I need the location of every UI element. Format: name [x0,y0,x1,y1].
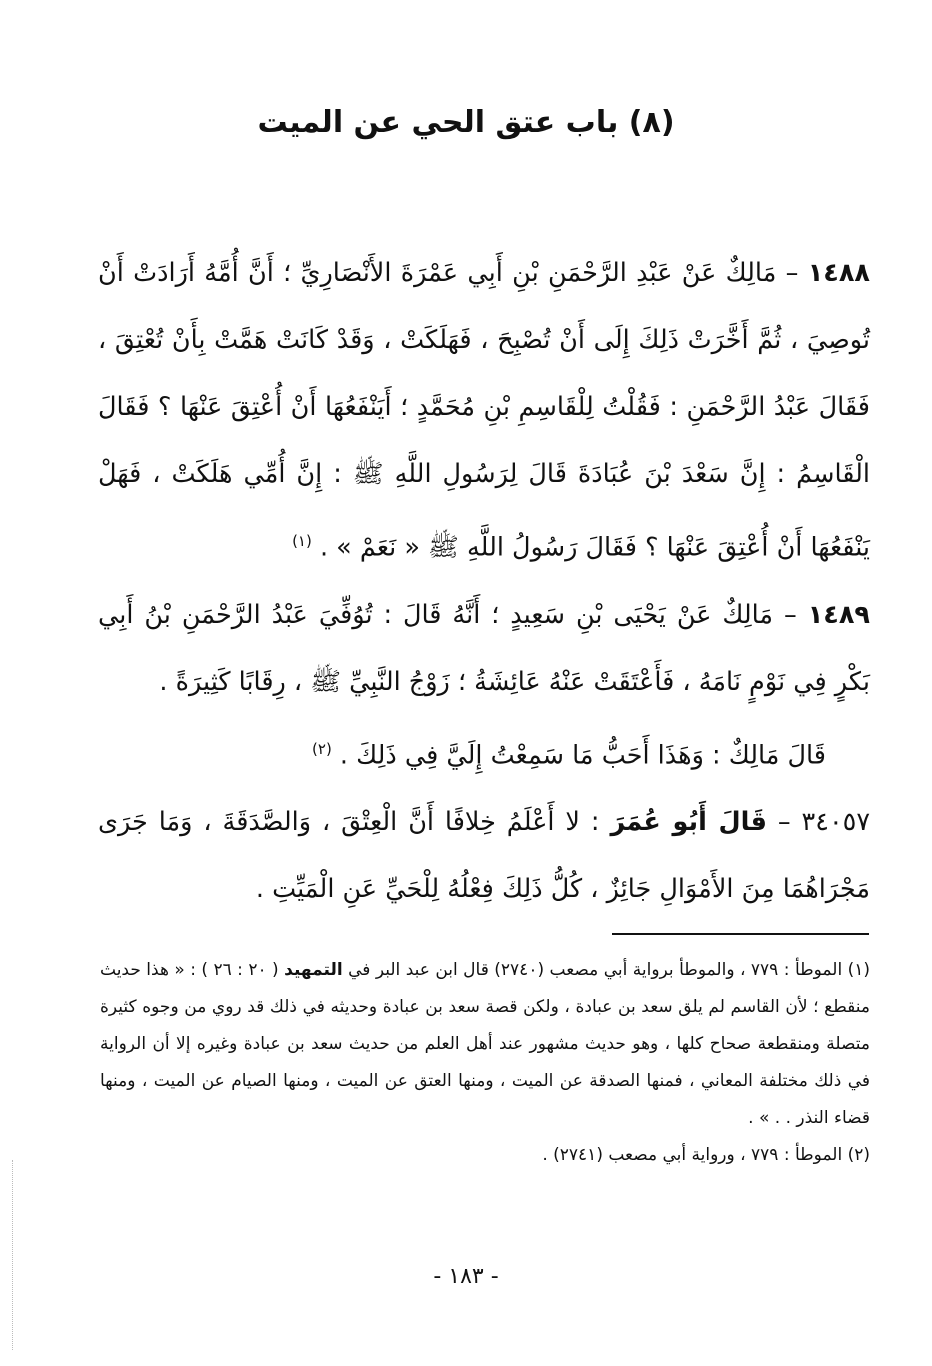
commentary-text: : لا أَعْلَمُ خِلافًا أَنَّ الْعِتْقَ ، وَالصَّدَقَةَ ، وَمَا جَرَى مَجْرَاهُمَا مِنَ الأَمْوَالِ جَائِزٌ ، كُلُّ ذَلِكَ فِعْلُهُ لِلْحَيِّ عَنِ الْمَيِّتِ . [98,807,870,904]
footnotes [100,952,870,1174]
hadith-number: ١٤٨٨ [807,258,870,288]
dash: – [776,258,799,288]
footnote-1-text-b: ( ٢٠ : ٢٦ ) : « هذا حديث منقطع ؛ لأن القاسم لم يلق سعد بن عبادة ، ولكن قصة سعد بن عبادة وحديثه في ذلك قد روي من وجوه كثيرة متصلة ومنقطعة صحاح كلها ، وهو حديث مشهور عند أهل العلم من حديث سعد بن عبادة وغيره إلا أن الرواية في ذلك مختلفة المعاني ، فمنها الصدقة عن الميت ، ومنها العتق عن الميت ، ومنها الصيام عن الميت ، ومنها قضاء النذر . . » . [100,960,870,1128]
dash: – [766,807,791,837]
footnote-1-text-a: (١) الموطأ : ٧٧٩ ، والموطأ برواية أبي مصعب (٢٧٤٠) قال ابن عبد البر في [348,960,871,980]
main-text [98,240,870,923]
hadith-1489 [98,582,870,716]
footnote-1-book: التمهيد [284,960,343,980]
hadith-text: مَالِكٌ عَنْ عَبْدِ الرَّحْمَنِ بْنِ أَبِي عَمْرَةَ الأَنْصَارِيِّ ؛ أَنَّ أُمَّهُ أَرَادَتْ أَنْ تُوصِيَ ، ثُمَّ أَخَّرَتْ ذَلِكَ إِلَى أَنْ تُصْبِحَ ، فَهَلَكَتْ ، وَقَدْ كَانَتْ هَمَّتْ بِأَنْ تُعْتِقَ ، فَقَالَ عَبْدُ الرَّحْمَنِ : فَقُلْتُ لِلْقَاسِمِ بْنِ مُحَمَّدٍ ؛ أَيَنْفَعُهَا أَنْ أُعْتِقَ عَنْهَا ؟ فَقَالَ الْقَاسِمُ : إِنَّ سَعْدَ بْنَ عُبَادَةَ قَالَ لِرَسُولِ اللَّهِ ﷺ : إِنَّ أُمِّي هَلَكَتْ ، فَهَلْ يَنْفَعُهَا أَنْ أُعْتِقَ عَنْهَا ؟ فَقَالَ رَسُولُ اللَّهِ ﷺ « نَعَمْ » . [98,258,870,563]
hadith-number: ١٤٨٩ [807,599,870,630]
malik-saying [98,716,870,790]
saying-text: قَالَ مَالِكٌ : وَهَذَا أَحَبُّ مَا سَمِعْتُ إِلَيَّ فِي ذَلِكَ . [339,740,826,770]
commentary-34057 [98,789,870,923]
footnote-ref-2[interactable]: (٢) [312,739,332,758]
footnote-separator [612,933,869,935]
footnote-ref-1[interactable]: (١) [292,532,312,550]
footnote-2: (٢) الموطأ : ٧٧٩ ، ورواية أبي مصعب (٢٧٤١) . [542,1145,870,1165]
hadith-text: مَالِكٌ عَنْ يَحْيَى بْنِ سَعِيدٍ ؛ أَنَّهُ قَالَ : تُوُفِّيَ عَبْدُ الرَّحْمَنِ بْنُ أَبِي بَكْرٍ فِي نَوْمٍ نَامَهُ ، فَأَعْتَقَتْ عَنْهُ عَائِشَةُ ؛ زَوْجُ النَّبِيِّ ﷺ ، رِقَابًا كَثِيرَةً . [98,599,870,697]
commentary-number: ٣٤٠٥٧ [801,807,871,837]
hadith-1488 [98,240,870,582]
scan-edge-marks [12,1160,17,1350]
dash: – [773,599,797,630]
footnote-1 [100,952,870,1137]
chapter-title: (٨) باب عتق الحي عن الميت [257,105,675,140]
page-number: - ١٨٣ - [433,1264,499,1289]
commentary-speaker: قَالَ أَبُو عُمَرَ [610,807,767,837]
